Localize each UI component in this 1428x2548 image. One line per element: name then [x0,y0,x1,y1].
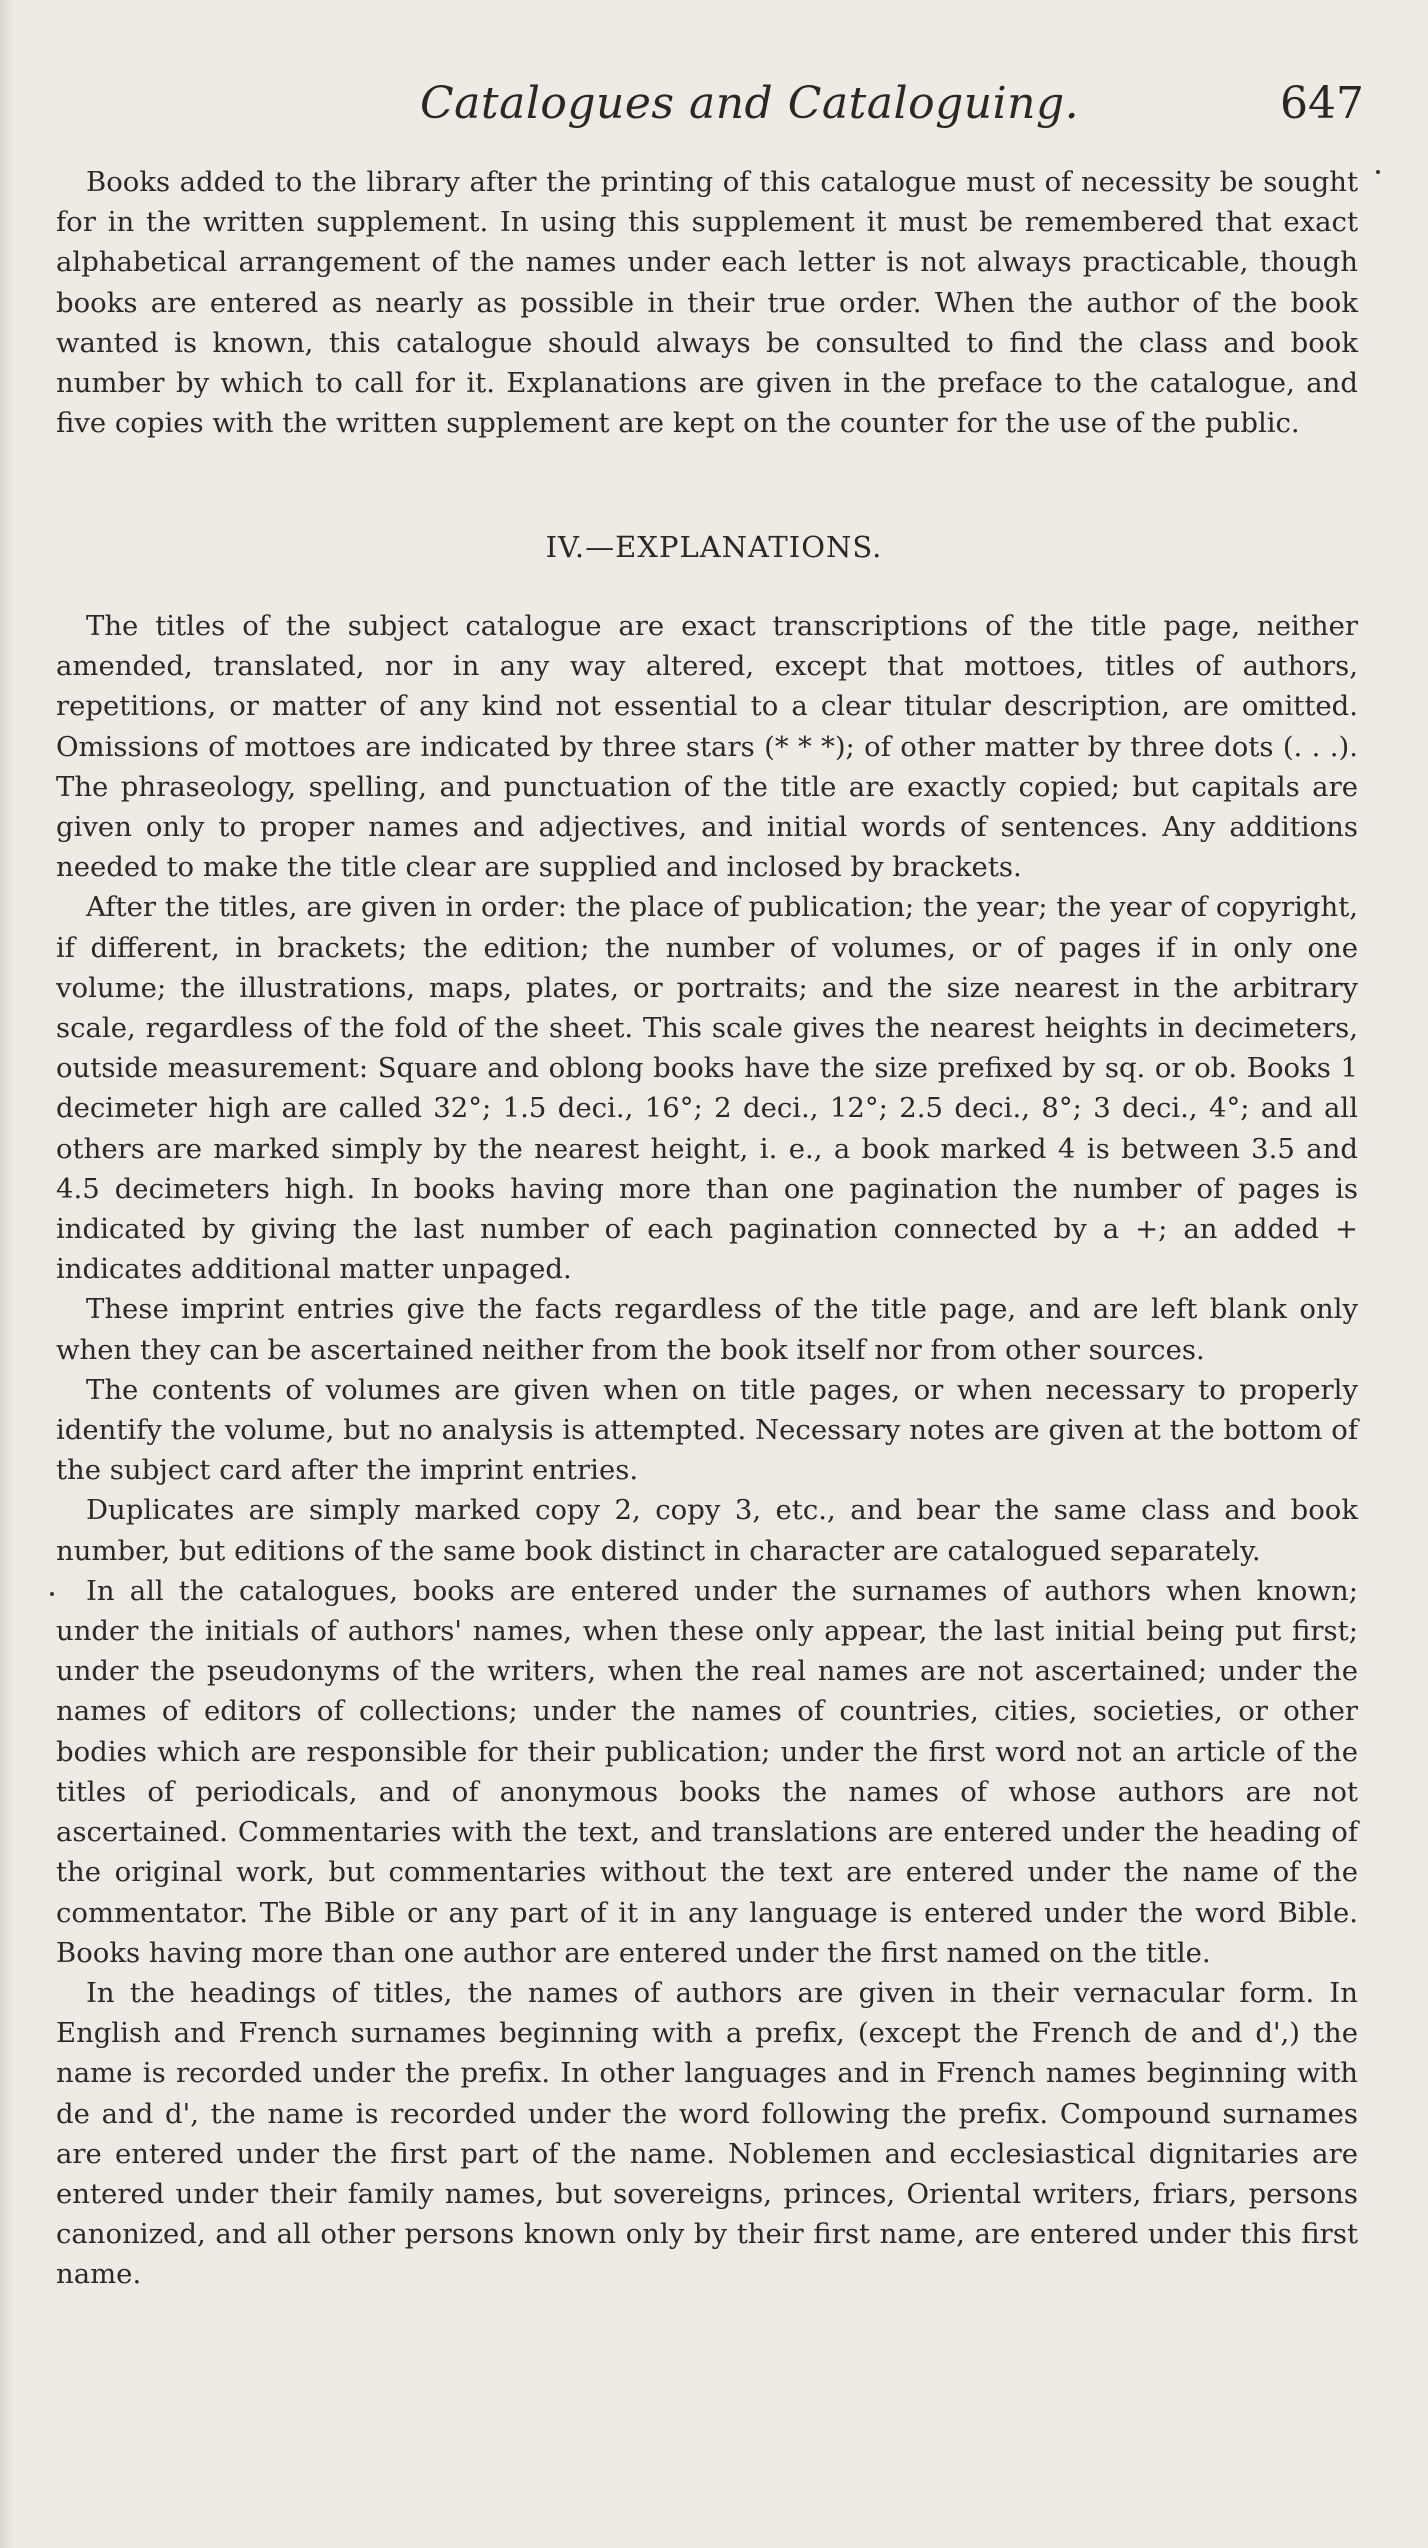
paragraph-imprint-entries: These imprint entries give the facts regardless of the title page, and are left blank only when they can be ascertained neither from the book itself nor from other sources. [56,1293,1358,1366]
paragraph-imprint-order: After the titles, are given in order: the place of publication; the year; the year of copyright, if different, in brackets; the edition; the number of volumes, or of pages if in only one volume; the illustrations, maps, plates, or portraits; and the size nearest in the arbitrary scale, regardless of the fold of the sheet. This scale gives the nearest heights in decimeters, outside measurement: Square and oblong books have the size prefixed by sq. or ob. Books 1 decimeter high are called 32°; 1.5 deci., 16°; 2 deci., 12°; 2.5 deci., 8°; 3 deci., 4°; and all others are marked simply by the nearest height, i. e., a book marked 4 is between 3.5 and 4.5 decimeters high. In books having more than one pagination the number of pages is indicated by giving the last number of each pagination connected by a +; an added + indicates additional matter unpaged. [56,891,1358,1286]
print-speck [1376,170,1380,174]
paragraph-contents: The contents of volumes are given when on title pages, or when necessary to properly identify the volume, but no analysis is attempted. Necessary notes are given at the bottom of the subject card after the imprint entries. [56,1373,1358,1487]
paragraph-entry-rules: In all the catalogues, books are entered under the surnames of authors when known; under the initials of authors' names, when these only appear, the last initial being put first; under the pseudonyms of the writers, when the real names are not ascertained; under the names of editors of collections; under the names of countries, cities, societies, or other bodies which are responsible for their publication; under the first word not an article of the titles of periodicals, and of anonymous books the names of whose authors are not ascertained. Commentaries with the text, and translations are entered under the heading of the original work, but commentaries without the text are entered under the name of the commentator. The Bible or any part of it in any language is entered under the word Bible. Books having more than one author are entered under the first named on the title. [56,1574,1358,1969]
intro-paragraph: Books added to the library after the printing of this catalogue must of necessity be sought for in the written supplement. In using this supplement it must be remembered that exact alphabetical arrangement of the names under each letter is not always practicable, though books are entered as nearly as possible in their true order. When the author of the book wanted is known, this catalogue should always be consulted to find the class and book number by which to call for it. Explanations are given in the preface to the catalogue, and five copies with the written supplement are kept on the counter for the use of the public. [56,166,1358,440]
page-gutter-shadow [0,0,14,2548]
paragraph-titles: The titles of the subject catalogue are exact transcriptions of the title page, neither amended, translated, nor in any way altered, except that mottoes, titles of authors, repetitions, or matter of any kind not essential to a clear titular description, are omitted. Omissions of mottoes are indicated by three stars (* * *); of other matter by three dots (. . .). The phraseology, spelling, and punctuation of the title are exactly copied; but capitals are given only to proper names and adjectives, and initial words of sentences. Any additions needed to make the title clear are supplied and inclosed by brackets. [56,610,1358,884]
intro-block [56,162,1358,443]
explanations-body [56,606,1358,2295]
paragraph-headings: In the headings of titles, the names of authors are given in their vernacular form. In English and French surnames beginning with a prefix, (except the French de and d',) the name is recorded under the prefix. In other languages and in French names beginning with de and d', the name is recorded under the word following the prefix. Compound surnames are entered under the first part of the name. Noblemen and ecclesiastical dignitaries are entered under their family names, but sovereigns, princes, Oriental writers, friars, persons canonized, and all other persons known only by their first name, are entered under this first name. [56,1976,1358,2291]
print-speck [50,1592,54,1596]
running-head [0,78,1428,138]
paragraph-duplicates: Duplicates are simply marked copy 2, copy 3, etc., and bear the same class and book number, but editions of the same book distinct in character are catalogued separately. [56,1494,1358,1567]
section-heading: IV.—EXPLANATIONS. [545,530,883,564]
running-title: Catalogues and Cataloguing. [420,78,1080,129]
page-number: 647 [1280,78,1364,129]
